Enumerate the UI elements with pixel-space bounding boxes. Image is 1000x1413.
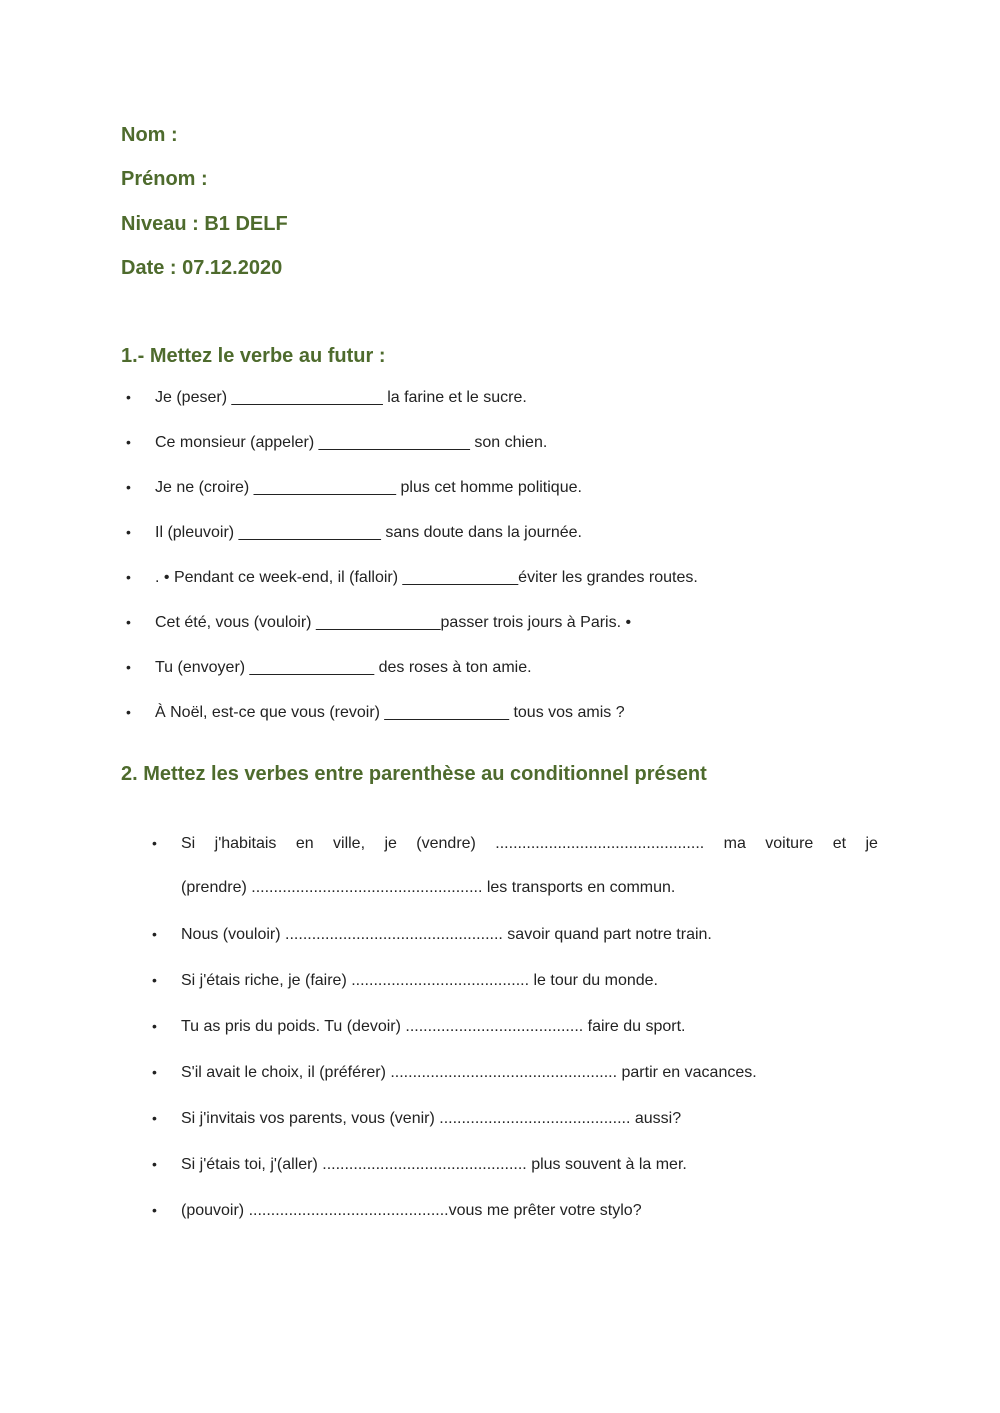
exercise2-item (152, 1202, 642, 1220)
exercise2-first-line (152, 835, 878, 857)
exercise2-item-text: S'il avait le choix, il (préférer) ................................................... partir en vacances. (181, 1064, 757, 1081)
exercise2-first-line2: (prendre) .................................................... les transports en commun. (181, 879, 676, 896)
bullet-icon: • (126, 524, 131, 540)
word: j'habitais (214, 835, 277, 852)
bullet-icon: • (126, 434, 131, 450)
word: Si (181, 835, 196, 852)
exercise1-title: 1.- Mettez le verbe au futur : (121, 345, 386, 367)
exercise2-item-text: Nous (vouloir) ................................................. savoir quand part notre train. (181, 926, 712, 943)
bullet-icon: • (126, 479, 131, 495)
bullet-icon: • (152, 1202, 157, 1218)
word: ville, (333, 835, 366, 852)
bullet-icon: • (152, 1110, 157, 1126)
bullet-icon: • (152, 972, 157, 988)
bullet-icon: • (126, 659, 131, 675)
exercise2-title: 2. Mettez les verbes entre parenthèse au conditionnel présent (121, 763, 707, 785)
exercise2-item (152, 1018, 685, 1036)
exercise2-item (152, 1110, 681, 1128)
exercise2-item (152, 1156, 687, 1174)
word: et (832, 835, 847, 852)
bullet-icon: • (152, 1156, 157, 1172)
word: en (295, 835, 314, 852)
bullet-icon: • (152, 1064, 157, 1080)
exercise1-item (126, 569, 698, 587)
exercise2-item-first (152, 835, 878, 896)
bullet-icon: • (152, 926, 157, 942)
exercise1-item (126, 614, 631, 632)
bullet-icon: • (126, 569, 131, 585)
exercise2-item-text: Tu as pris du poids. Tu (devoir) ........................................ faire du sport. (181, 1018, 686, 1035)
exercise2-item-text: (pouvoir) .............................................vous me prêter votre stylo? (181, 1202, 642, 1219)
prenom-label: Prénom : (121, 168, 208, 190)
bullet-icon: • (126, 704, 131, 720)
exercise2-item-text: Si j'étais riche, je (faire) ........................................ le tour du monde. (181, 972, 658, 989)
exercise1-item (126, 524, 582, 542)
date-label: Date : 07.12.2020 (121, 257, 283, 279)
exercise1-item-text: Je (peser) _________________ la farine et le sucre. (155, 389, 527, 406)
word: je (865, 835, 878, 852)
exercise1-item-text: Je ne (croire) ________________ plus cet homme politique. (155, 479, 582, 496)
exercise2-item-text: Si j'invitais vos parents, vous (venir) ........................................... aussi? (181, 1110, 682, 1127)
bullet-icon: • (152, 1018, 157, 1034)
exercise1-item-text: . • Pendant ce week-end, il (falloir) _____________éviter les grandes routes. (155, 569, 698, 586)
word: voiture (765, 835, 814, 852)
nom-label: Nom : (121, 124, 178, 146)
exercise2-item (152, 926, 712, 944)
word: je (384, 835, 397, 852)
exercise1-item (126, 659, 532, 677)
exercise1-item (126, 389, 527, 407)
exercise1-item (126, 479, 582, 497)
exercise1-item-text: Ce monsieur (appeler) _________________ son chien. (155, 434, 548, 451)
bullet-icon: • (126, 389, 131, 405)
exercise1-item (126, 434, 547, 452)
exercise1-item-text: Cet été, vous (vouloir) ______________passer trois jours à Paris. • (155, 614, 632, 631)
word: (vendre) (416, 835, 476, 852)
niveau-label: Niveau : B1 DELF (121, 213, 288, 235)
bullet-icon: • (152, 835, 157, 851)
exercise2-item (152, 972, 658, 990)
word: ............................................... (495, 835, 705, 852)
exercise1-item-text: Tu (envoyer) ______________ des roses à ton amie. (155, 659, 532, 676)
exercise2-item-text: Si j'étais toi, j'(aller) .............................................. plus souvent à la mer. (181, 1156, 687, 1173)
exercise1-item-text: Il (pleuvoir) ________________ sans doute dans la journée. (155, 524, 582, 541)
exercise1-item (126, 704, 625, 722)
bullet-icon: • (126, 614, 131, 630)
exercise1-item-text: À Noël, est-ce que vous (revoir) ______________ tous vos amis ? (155, 704, 625, 721)
word: ma (723, 835, 746, 852)
exercise2-item (152, 1064, 757, 1082)
